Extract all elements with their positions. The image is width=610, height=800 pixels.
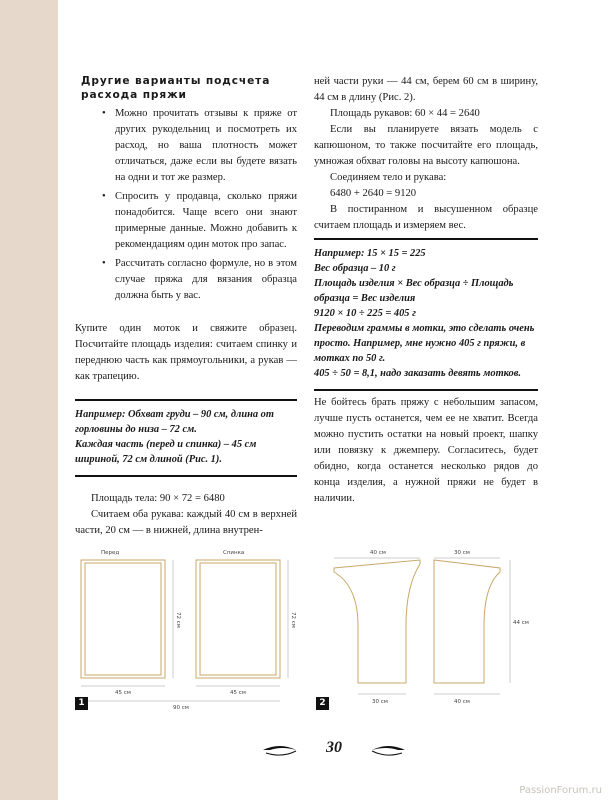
sleeve-bottom-left-label: 30 см: [372, 699, 388, 705]
right-column: [314, 74, 538, 507]
left-column: [75, 74, 297, 539]
heading-line-1: Другие варианты подсчета: [81, 75, 271, 87]
paragraph: Площадь тела: 90 × 72 = 6480: [91, 493, 225, 504]
example-line: 405 ÷ 50 = 8,1, надо заказать девять мотков.: [314, 368, 521, 379]
sleeve-top-label-right: 30 см: [454, 550, 470, 556]
figure-1-number: 1: [75, 697, 88, 710]
list-item: • Можно прочитать отзывы к пряже от других рукодельниц и посмотреть их расход, но ваша плотность может отличаться, даже если вы будете вязать на одни и тот же размер.: [115, 106, 297, 186]
front-piece: [81, 560, 165, 678]
paragraph: Площадь рукавов: 60 × 44 = 2640: [330, 108, 480, 119]
paragraph: Соединяем тело и рукава:: [330, 172, 447, 183]
page-footer: [58, 738, 610, 762]
heading-line-2: расхода пряжи: [81, 89, 187, 101]
list-item: • Рассчитать согласно формуле, но в этом случае пряжа для вязания образца должна быть у вас.: [115, 256, 297, 304]
sleeve-bottom-right-label: 40 см: [454, 699, 470, 705]
sleeve-height-label: 44 см: [513, 620, 529, 626]
figure-2: [314, 546, 546, 716]
watermark: PassionForum.ru: [519, 785, 602, 796]
paragraph: Если вы планируете вязать модель с капюшоном, то также посчитайте его площадь, умножая обхват головы на высоту капюшона.: [314, 124, 538, 167]
bullet-list: [75, 106, 297, 304]
example-line: Например: 15 × 15 = 225: [314, 248, 426, 259]
paragraph: Считаем оба рукава: каждый 40 см в верхней части, 20 см — в нижней, длина внутрен-: [75, 509, 297, 536]
paragraph: 6480 + 2640 = 9120: [330, 188, 417, 199]
back-label: Спинка: [223, 550, 245, 556]
back-piece: [196, 560, 280, 678]
page-number: 30: [326, 739, 342, 756]
example-line: Вес образца – 10 г: [314, 263, 396, 274]
example-line: Например: Обхват груди – 90 см, длина от горловины до низа – 72 см.: [75, 409, 274, 435]
back-piece-inner: [200, 563, 276, 675]
front-label: Перед: [101, 550, 120, 556]
paragraph: В постиранном и высушенном образце считаем площадь и измеряем вес.: [314, 204, 538, 231]
page-edge: [0, 0, 58, 800]
figure-1-svg: [75, 546, 303, 716]
example-box: [75, 399, 297, 477]
paragraph: ней части руки — 44 см, берем 60 см в ширину, 44 см в длину (Рис. 2).: [314, 76, 538, 103]
sleeve-piece-right: [434, 560, 500, 683]
front-height-label: 72 см: [175, 612, 181, 628]
sleeve-piece-left: [334, 560, 420, 683]
front-width-label: 45 см: [115, 690, 131, 696]
paragraph: Купите один моток и свяжите образец. Посчитайте площадь изделия: считаем спинку и переднюю часть как прямоугольники, а рукав — как трапецию.: [75, 323, 297, 382]
back-width-label: 45 см: [230, 690, 246, 696]
example-line: Переводим граммы в мотки, это сделать очень просто. Например, мне нужно 405 г пряжи, в мотках по 50 г.: [314, 323, 535, 364]
front-piece-inner: [85, 563, 161, 675]
figure-1: [75, 546, 303, 716]
example-box: [314, 238, 538, 391]
section-heading: [81, 74, 297, 102]
total-width-label: 90 см: [173, 705, 189, 711]
back-height-label: 72 см: [290, 612, 296, 628]
sleeve-top-label: 40 см: [370, 550, 386, 556]
example-line: 9120 × 10 ÷ 225 = 405 г: [314, 308, 416, 319]
example-line: Каждая часть (перед и спинка) – 45 см шириной, 72 см длиной (Рис. 1).: [75, 439, 257, 465]
example-line: Площадь изделия × Вес образца ÷ Площадь образца = Вес изделия: [314, 278, 514, 304]
figure-2-number: 2: [316, 697, 329, 710]
list-item: • Спросить у продавца, сколько пряжи понадобится. Чаще всего они знают примерные данные. Можно добавить к рекомендациям один моток про запас.: [115, 189, 297, 253]
paragraph: Не бойтесь брать пряжу с небольшим запасом, лучше пусть останется, чем ее не хватит. Всегда можно пустить остатки на новый проект, шапку или повязку к джемперу. Согласитесь, будет обидно, когда останется несколько рядов до конца изделия, а нужной пряжи не будет в наличии.: [314, 397, 538, 504]
figure-2-svg: [314, 546, 546, 716]
